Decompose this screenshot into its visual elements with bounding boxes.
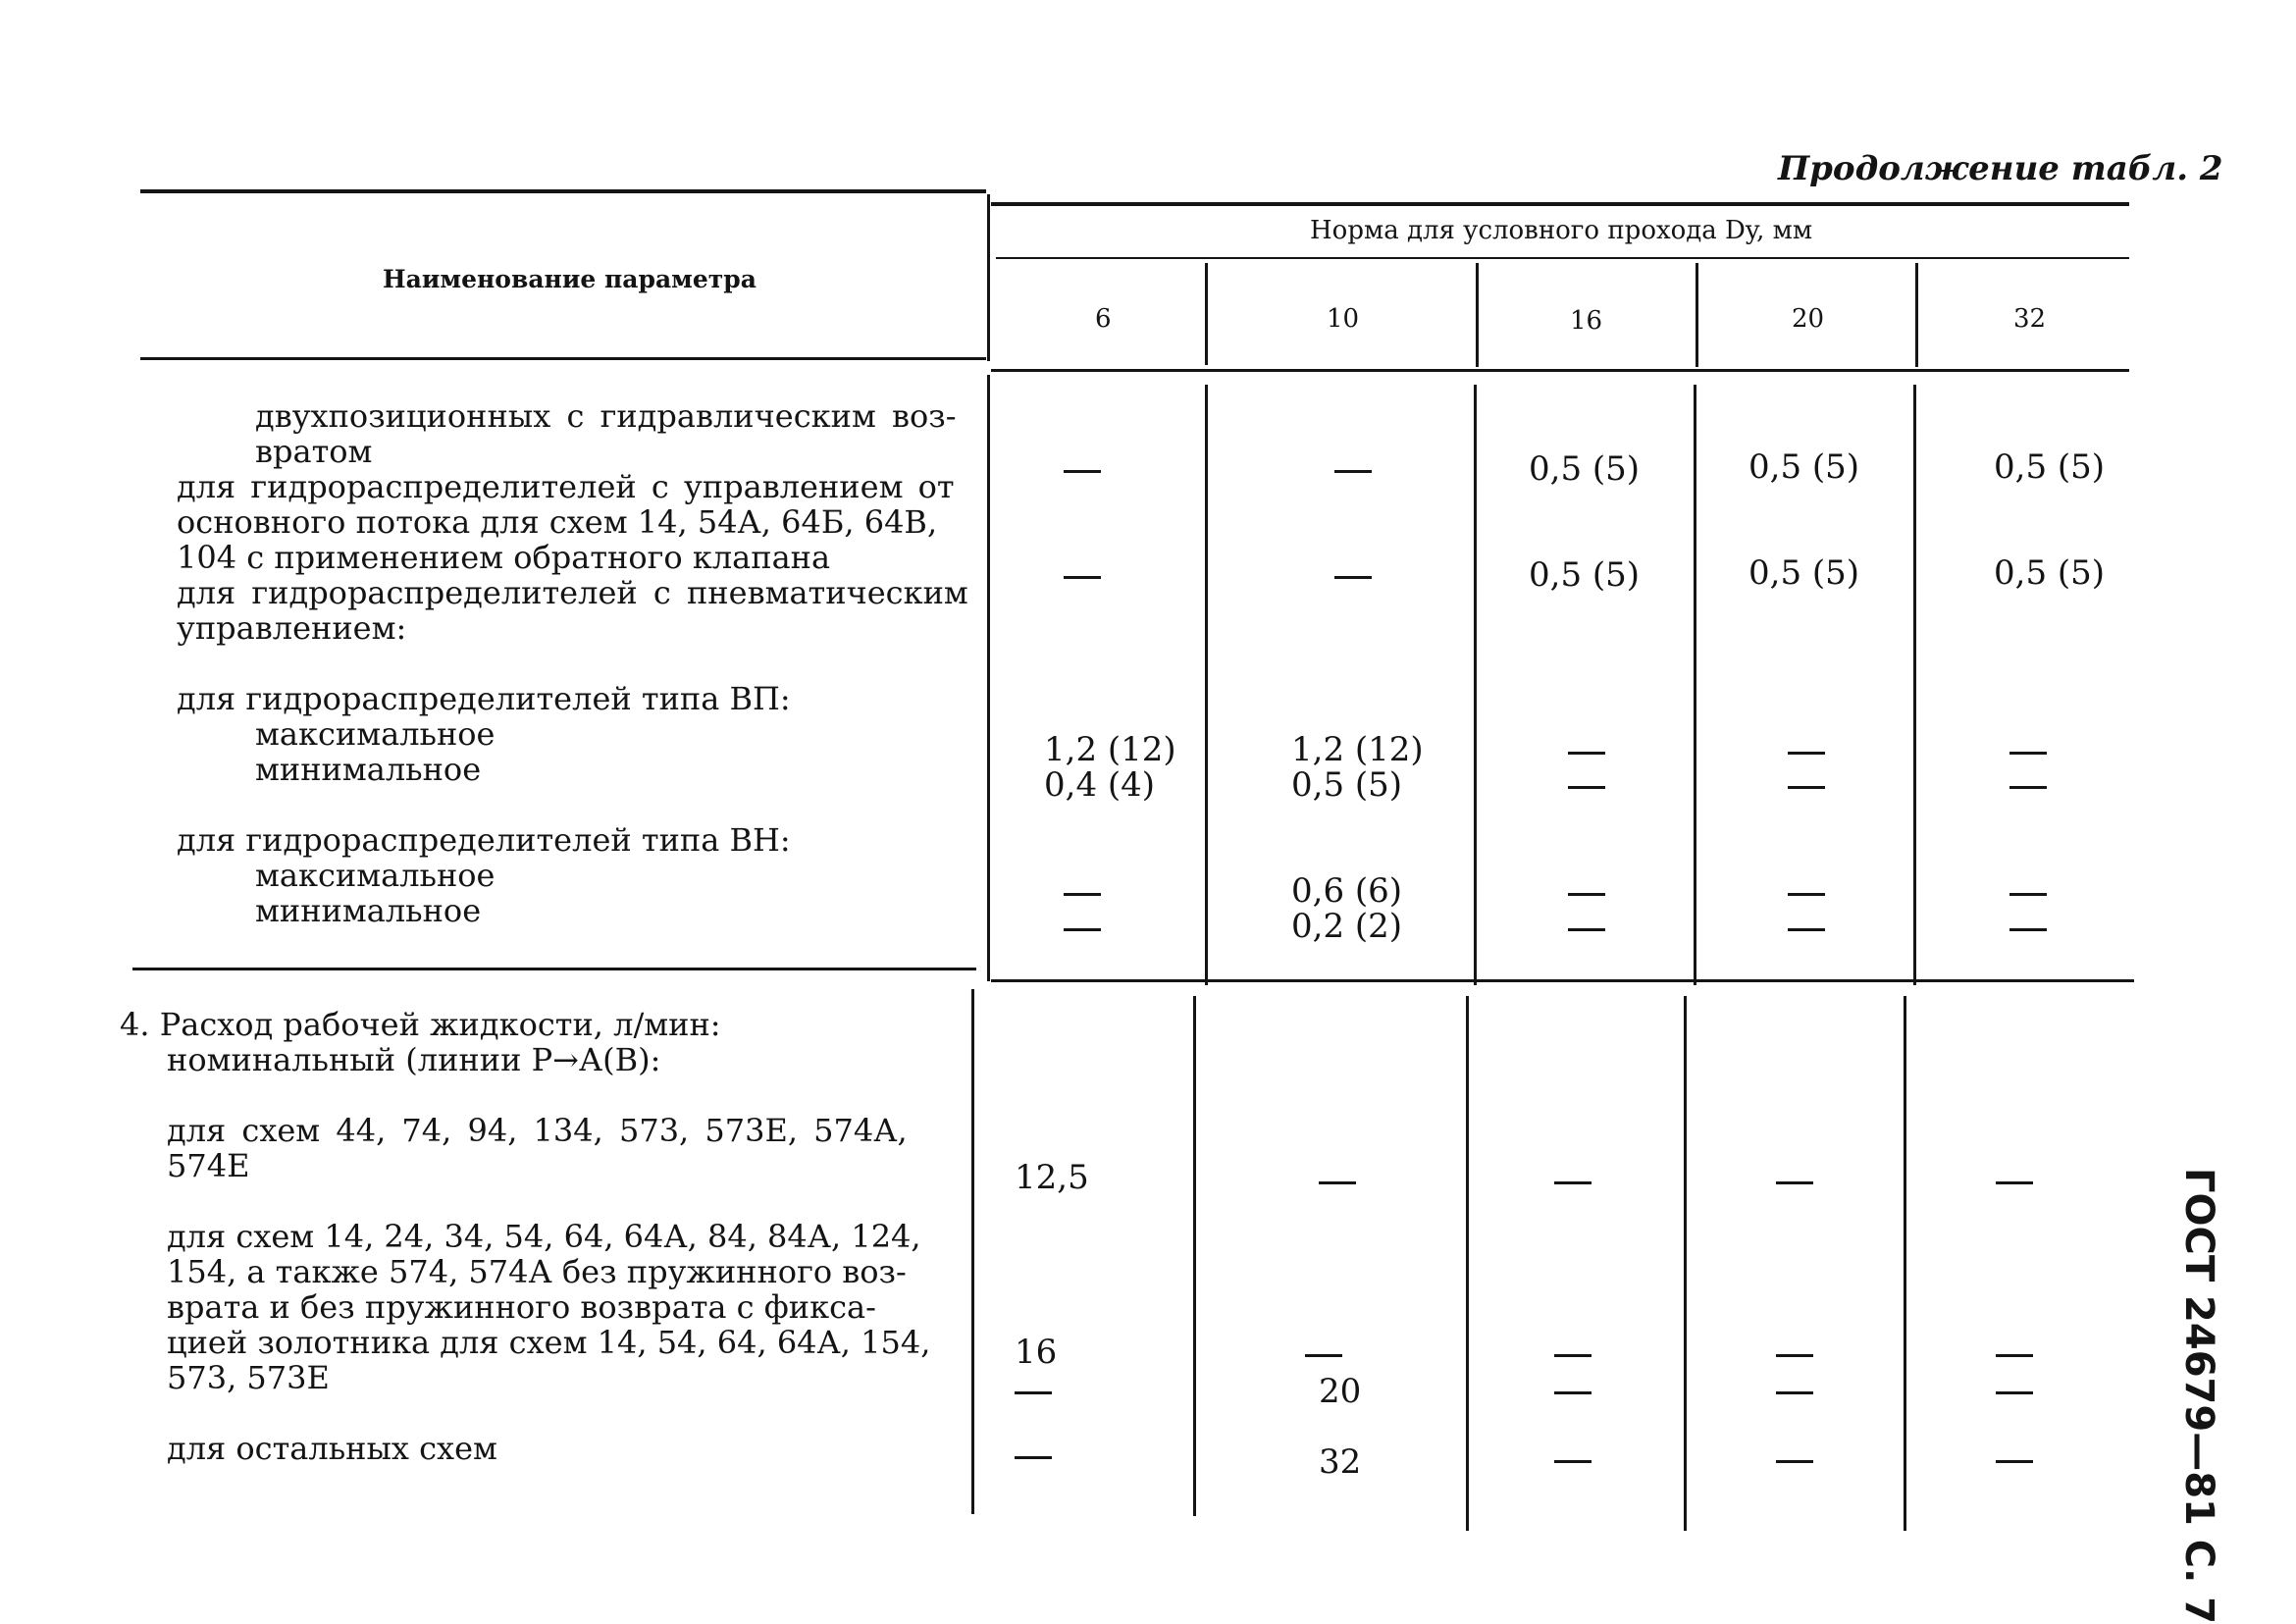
dash-vn-min-16 [1568,928,1605,931]
dash-14a-10 [1305,1354,1342,1357]
dash-vn-min-32 [2009,928,2047,931]
value-vp-min-6: 0,4 (4) [1044,765,1156,805]
dash-44-16 [1554,1181,1592,1184]
dash-vp-min-32 [2009,786,2047,789]
dash-14b-6 [1015,1391,1052,1394]
param-line: для гидрораспределителей типа ВН: [177,821,791,859]
diameter-32: 32 [2013,304,2047,334]
value-14-10: 20 [1319,1372,1362,1411]
dash-44-20 [1776,1181,1813,1184]
dash-14b-20 [1776,1391,1813,1394]
header-divider-4 [1915,263,1918,367]
value-pn-16: 0,5 (5) [1529,555,1641,595]
dash-pn-6 [1064,576,1101,579]
rule-section-right [991,979,2134,982]
flow-divider-4 [1904,996,1906,1531]
param-line: номинальный (линии Р→А(В): [167,1041,661,1078]
dash-other-20 [1776,1460,1813,1463]
rule-norm-under [996,257,2129,259]
value-vp-max-6: 1,2 (12) [1044,730,1176,769]
value-hyd-20: 0,5 (5) [1748,447,1860,487]
diameter-10: 10 [1327,304,1360,334]
dash-vn-max-6 [1064,893,1101,896]
value-hyd-16: 0,5 (5) [1529,449,1641,489]
body-divider-param [987,375,990,981]
header-divider-2 [1476,263,1479,367]
dash-44-32 [1996,1181,2033,1184]
dash-other-6 [1015,1456,1052,1459]
flow-divider-3 [1684,996,1687,1531]
param-line: вратом [255,433,373,470]
header-divider-1 [1205,263,1208,365]
dash-vn-max-16 [1568,893,1605,896]
dash-vn-min-6 [1064,928,1101,931]
dash-vn-max-32 [2009,893,2047,896]
value-hyd-32: 0,5 (5) [1994,447,2106,487]
value-14-6: 16 [1015,1333,1058,1372]
table-caption: Продолжение табл. 2 [1778,149,2223,188]
param-line: для гидрораспределителей типа ВП: [177,680,791,717]
dash-14a-20 [1776,1354,1813,1357]
value-vn-min-10: 0,2 (2) [1291,907,1403,946]
dash-14b-32 [1996,1391,2033,1394]
dash-vp-max-32 [2009,752,2047,755]
gost-page-label: ГОСТ 24679—81 С. 7 [2176,1168,2221,1624]
param-line: для схем 44, 74, 94, 134, 573, 573Е, 574А, [167,1112,908,1149]
header-divider-3 [1696,263,1698,367]
dash-14a-32 [1996,1354,2033,1357]
value-pn-20: 0,5 (5) [1748,553,1860,593]
param-line: минимальное [255,751,482,788]
value-44-6: 12,5 [1015,1158,1089,1197]
dash-hyd-6 [1064,470,1101,473]
dash-14a-16 [1554,1354,1592,1357]
rule-header-left-bottom [140,357,986,360]
param-line: для гидрораспределителей с управлением от [177,468,955,505]
param-line: максимальное [255,857,496,894]
param-line: 104 с применением обратного клапана [177,539,831,576]
dash-pn-10 [1334,576,1372,579]
value-pn-32: 0,5 (5) [1994,553,2106,593]
value-vp-max-10: 1,2 (12) [1291,730,1424,769]
param-line: минимальное [255,892,482,929]
norm-header: Норма для условного прохода Dy, мм [1310,216,1813,245]
dash-vp-min-16 [1568,786,1605,789]
dash-other-16 [1554,1460,1592,1463]
dash-vn-max-20 [1788,893,1825,896]
param-line: врата и без пружинного возврата с фикса- [167,1288,876,1326]
param-line: цией золотника для схем 14, 54, 64, 64А, 154, [167,1324,931,1361]
dash-44-10 [1319,1181,1356,1184]
body-divider-2 [1474,385,1477,985]
rule-top-left [140,189,986,193]
header-divider-param [987,194,990,361]
diameter-16: 16 [1570,306,1603,336]
param-line: двухпозиционных с гидравлическим воз- [255,397,957,435]
value-other-10: 32 [1319,1442,1362,1482]
flow-divider-2 [1466,996,1469,1531]
param-line: 4. Расход рабочей жидкости, л/мин: [120,1006,721,1043]
diameter-20: 20 [1792,304,1825,334]
rule-top-right [991,202,2129,206]
value-vp-min-10: 0,5 (5) [1291,765,1403,805]
param-line: управлением: [177,609,407,647]
body-divider-3 [1694,385,1696,985]
dash-vp-max-16 [1568,752,1605,755]
param-line: основного потока для схем 14, 54А, 64Б, 64В, [177,503,938,541]
dash-14b-16 [1554,1391,1592,1394]
param-line: максимальное [255,715,496,753]
dash-vp-min-20 [1788,786,1825,789]
rule-header-right-bottom [991,369,2129,372]
dash-hyd-10 [1334,470,1372,473]
param-line: для гидрораспределителей с пневматическим [177,574,968,611]
param-line: 573, 573Е [167,1359,330,1396]
param-line: 574Е [167,1147,250,1184]
dash-vn-min-20 [1788,928,1825,931]
body-divider-1 [1205,385,1208,985]
flow-divider-param [971,989,974,1514]
value-vn-max-10: 0,6 (6) [1291,871,1403,911]
dash-other-32 [1996,1460,2033,1463]
rule-section-left [132,968,976,970]
param-line: 154, а также 574, 574А без пружинного воз- [167,1253,907,1290]
diameter-6: 6 [1095,304,1112,334]
param-column-header: Наименование параметра [383,265,757,293]
dash-vp-max-20 [1788,752,1825,755]
param-line: для схем 14, 24, 34, 54, 64, 64А, 84, 84А, 124, [167,1218,921,1255]
param-line: для остальных схем [167,1430,497,1467]
body-divider-4 [1913,385,1916,985]
flow-divider-1 [1193,996,1196,1516]
